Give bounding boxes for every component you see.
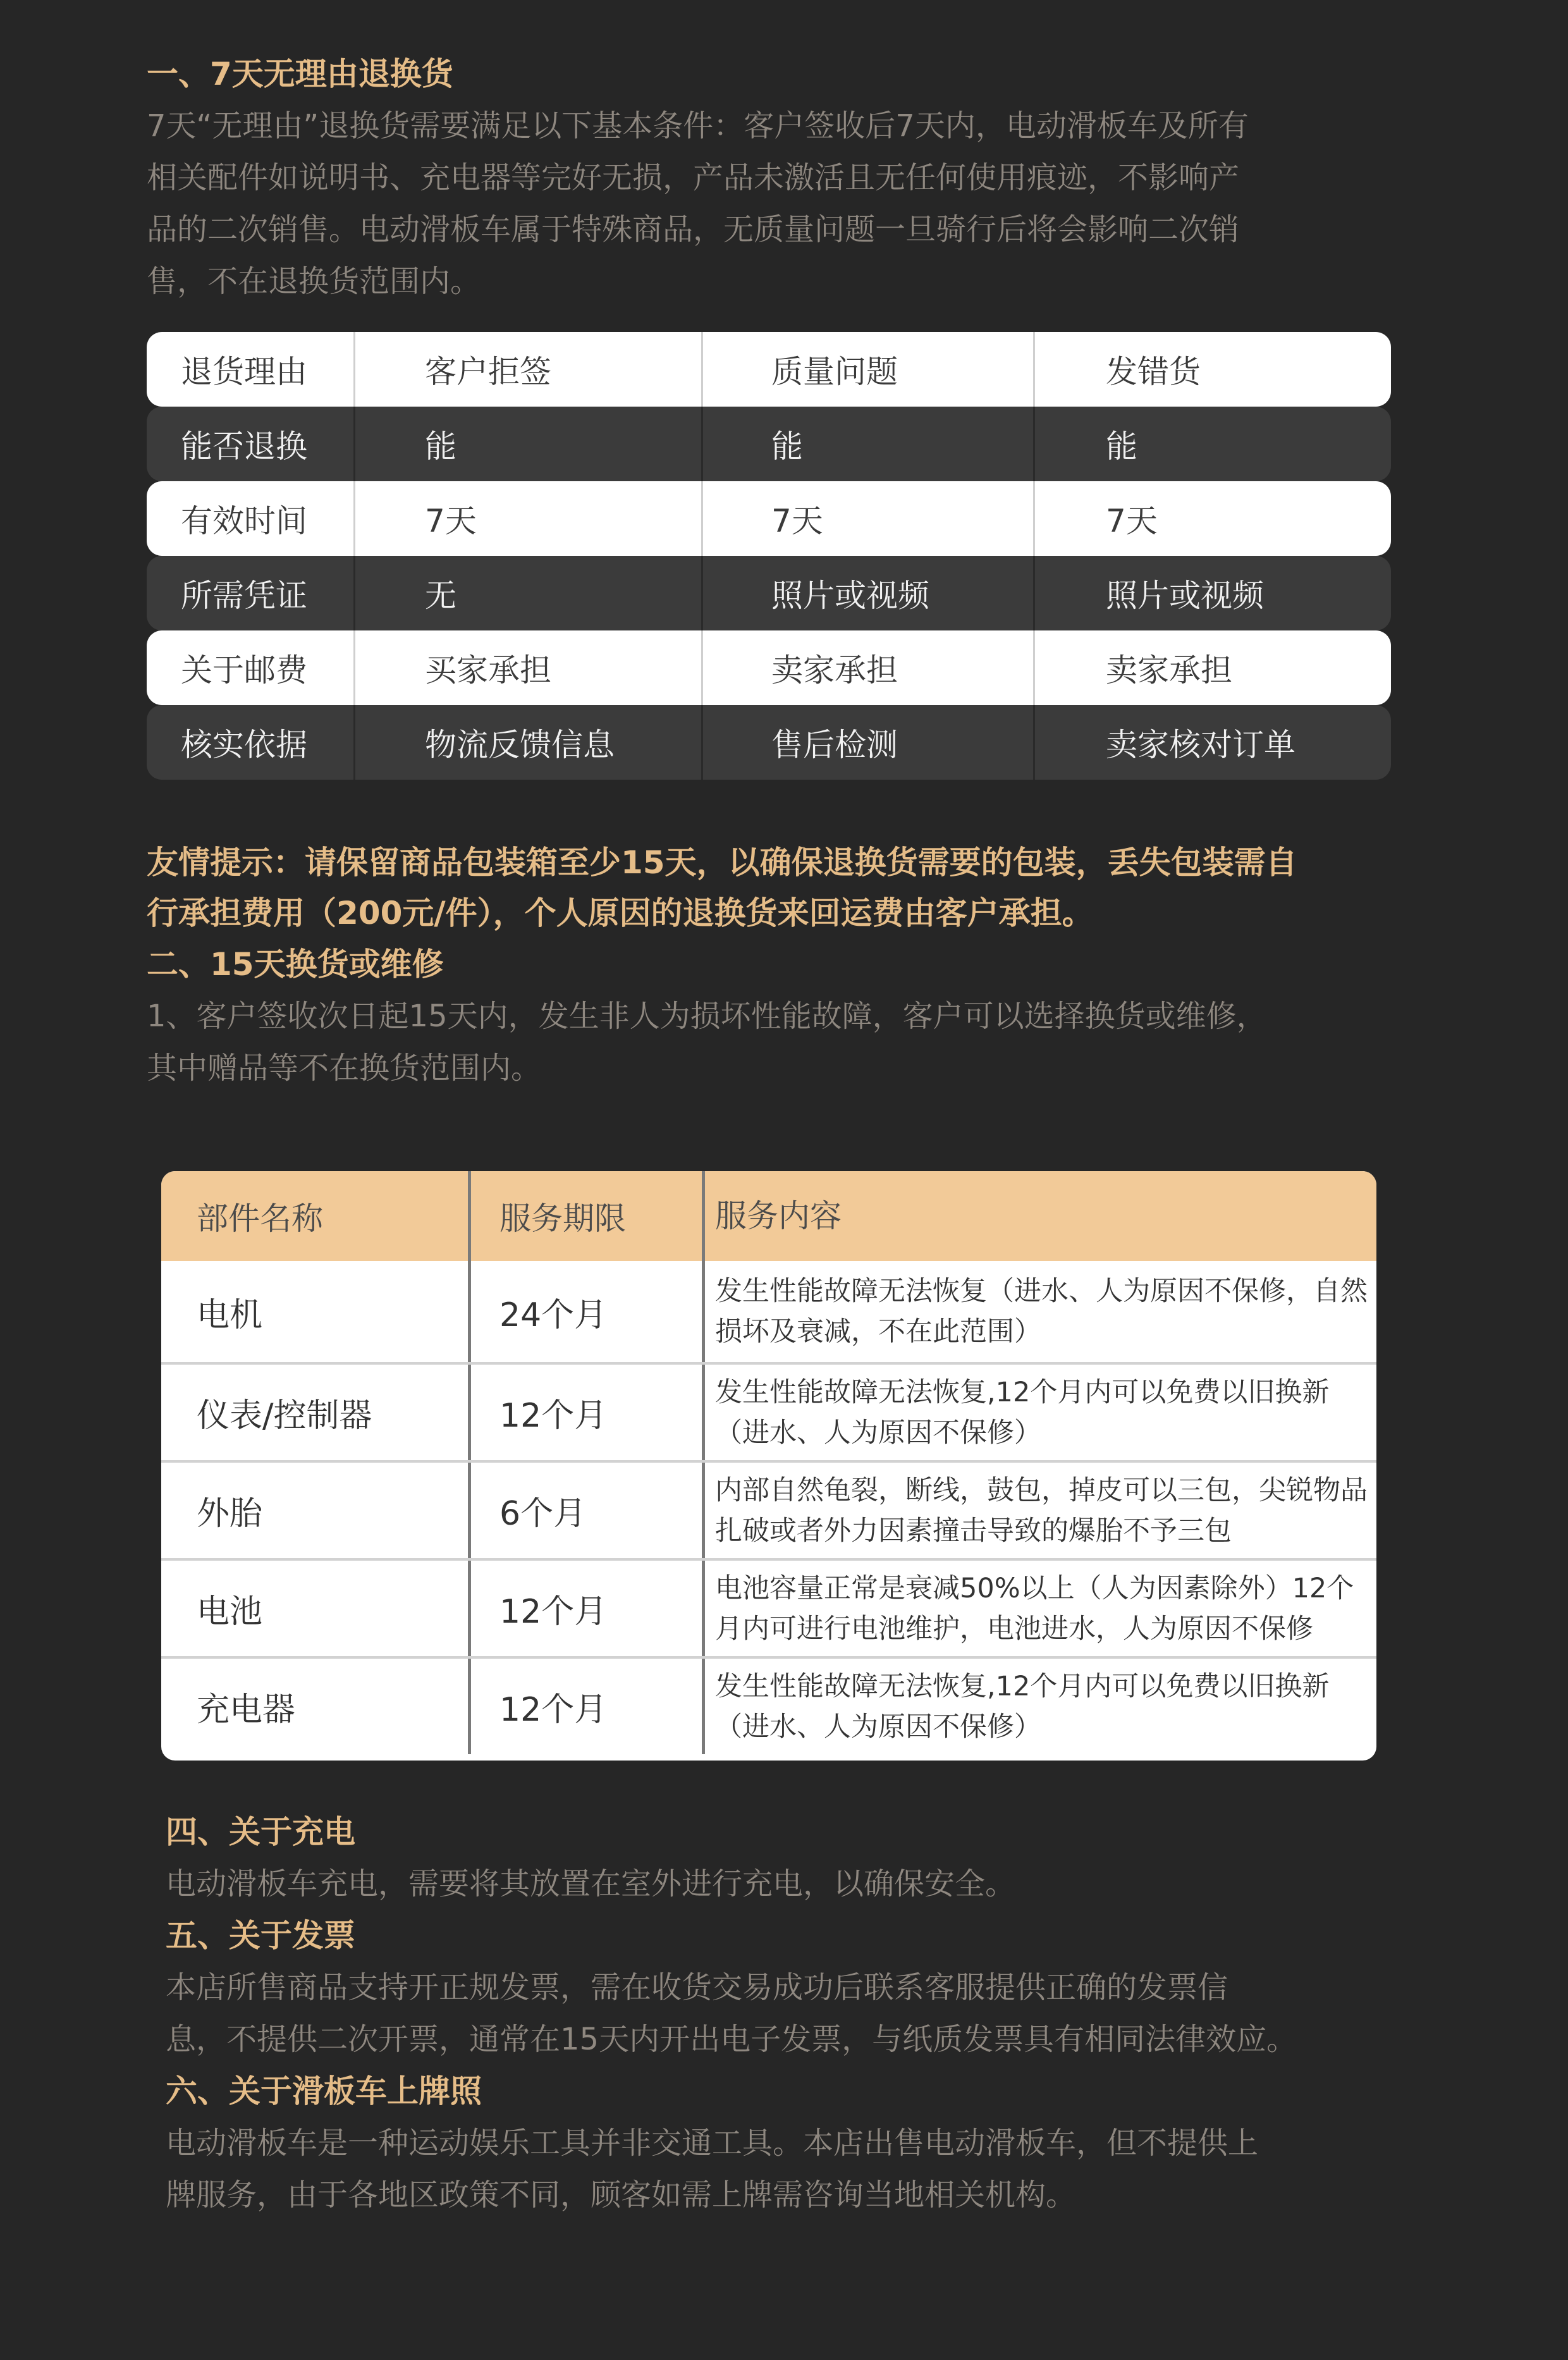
part-name: 电机: [161, 1261, 471, 1362]
service-content: [705, 1365, 1376, 1460]
return-conditions-table: [147, 332, 1391, 780]
column-header: 服务期限: [471, 1171, 705, 1261]
service-content: [705, 1261, 1376, 1362]
table-cell: 买家承担: [355, 630, 703, 705]
content-line: 发生性能故障无法恢复（进水、人为原因不保修，自然: [715, 1275, 1368, 1307]
section-return-7days-text: [147, 100, 1249, 307]
friendly-tip: [147, 837, 1297, 938]
paragraph-line: 电动滑板车是一种运动娱乐工具并非交通工具。本店出售电动滑板车，但不提供上: [166, 2125, 1259, 2161]
table-cell: 发错货: [1106, 353, 1201, 390]
section-charging-text: [166, 1858, 1015, 1910]
table-row: [147, 407, 1391, 481]
content-line: 扎破或者外力因素撞击导致的爆胎不予三包: [715, 1515, 1232, 1547]
content-line: （进水、人为原因不保修）: [715, 1417, 1041, 1449]
parts-warranty-table: [161, 1171, 1376, 1761]
section-invoice-text: [166, 1962, 1297, 2065]
paragraph-line: 其中赠品等不在换货范围内。: [147, 1050, 542, 1086]
table-row: [161, 1656, 1376, 1754]
column-header: 部件名称: [161, 1171, 471, 1261]
tip-line: 友情提示：请保留商品包装箱至少15天，以确保退换货需要的包装，丢失包装需自: [147, 844, 1297, 881]
paragraph-line: 牌服务，由于各地区政策不同，顾客如需上牌需咨询当地相关机构。: [166, 2177, 1077, 2213]
paragraph-line: 售，不在退换货范围内。: [147, 264, 481, 299]
paragraph-line: 本店所售商品支持开正规发票，需在收货交易成功后联系客服提供正确的发票信: [166, 1970, 1228, 2005]
table-cell: 无: [355, 556, 703, 630]
section-license-plate-text: [166, 2117, 1258, 2221]
table-row: [161, 1558, 1376, 1656]
table-cell: 客户拒签: [355, 332, 703, 407]
table-cell: 7天: [1106, 503, 1158, 539]
content-line: 月内可进行电池维护，电池进水，人为原因不保修: [715, 1613, 1313, 1645]
table-row: [147, 481, 1391, 556]
tip-line: 行承担费用（200元/件），个人原因的退换货来回运费由客户承担。: [147, 895, 1094, 931]
section-title-license-plate: 六、关于滑板车上牌照: [166, 2073, 482, 2110]
table-cell: 7天: [355, 481, 703, 556]
table-cell: 照片或视频: [703, 556, 1035, 630]
paragraph-line: 息，不提供二次开票，通常在15天内开出电子发票，与纸质发票具有相同法律效应。: [166, 2022, 1297, 2057]
row-header: 能否退换: [147, 407, 355, 481]
content-line: （进水、人为原因不保修）: [715, 1711, 1041, 1743]
table-cell: 照片或视频: [1106, 577, 1264, 614]
paragraph-line: 相关配件如说明书、充电器等完好无损，产品未激活且无任何使用痕迹，不影响产: [147, 160, 1240, 195]
paragraph-line: 品的二次销售。电动滑板车属于特殊商品，无质量问题一旦骑行后将会影响二次销: [147, 212, 1240, 247]
table-cell: 质量问题: [703, 332, 1035, 407]
table-cell: 卖家承担: [1106, 652, 1232, 689]
part-name: 仪表/控制器: [161, 1365, 471, 1460]
row-header: 核实依据: [147, 705, 355, 780]
column-header: 服务内容: [715, 1198, 842, 1234]
table-cell: 卖家承担: [703, 630, 1035, 705]
content-line: 发生性能故障无法恢复,12个月内可以免费以旧换新: [715, 1670, 1330, 1702]
paragraph-line: 1、客户签收次日起15天内，发生非人为损坏性能故障，客户可以选择换货或维修，: [147, 999, 1267, 1034]
row-header: 关于邮费: [147, 630, 355, 705]
table-cell: 7天: [703, 481, 1035, 556]
service-content: [705, 1463, 1376, 1558]
section-title-15day-exchange: 二、15天换货或维修: [147, 946, 444, 983]
part-name: 电池: [161, 1561, 471, 1656]
service-period: 12个月: [471, 1561, 705, 1656]
content-line: 电池容量正常是衰减50%以上（人为因素除外）12个: [715, 1572, 1354, 1604]
table-row: [147, 705, 1391, 780]
content-line: 发生性能故障无法恢复,12个月内可以免费以旧换新: [715, 1376, 1330, 1408]
paragraph-line: 7天“无理由”退换货需要满足以下基本条件：客户签收后7天内，电动滑板车及所有: [147, 108, 1249, 144]
part-name: 充电器: [161, 1659, 471, 1754]
service-period: 12个月: [471, 1365, 705, 1460]
table-cell: 能: [703, 407, 1035, 481]
table-row: [161, 1362, 1376, 1460]
content-line: 损坏及衰减，不在此范围）: [715, 1316, 1041, 1348]
service-period: 6个月: [471, 1463, 705, 1558]
table-cell: 能: [355, 407, 703, 481]
content-line: 内部自然龟裂，断线，鼓包，掉皮可以三包，尖锐物品: [715, 1474, 1368, 1506]
table-cell: 能: [1106, 428, 1137, 465]
table-cell: 卖家核对订单: [1106, 727, 1295, 763]
service-content: [705, 1659, 1376, 1754]
row-header: 所需凭证: [147, 556, 355, 630]
table-cell: 物流反馈信息: [355, 705, 703, 780]
row-header: 有效时间: [147, 481, 355, 556]
table-row: [147, 332, 1391, 407]
section-title-charging: 四、关于充电: [166, 1814, 355, 1850]
part-name: 外胎: [161, 1463, 471, 1558]
service-content: [705, 1561, 1376, 1656]
service-period: 12个月: [471, 1659, 705, 1754]
row-header: 退货理由: [147, 332, 355, 407]
table-row: [161, 1261, 1376, 1362]
table-row: [147, 556, 1391, 630]
table-cell: 售后检测: [703, 705, 1035, 780]
section-title-return-7days: 一、7天无理由退换货: [147, 56, 453, 92]
table-row: [147, 630, 1391, 705]
section-title-invoice: 五、关于发票: [166, 1917, 355, 1954]
table-header-row: [161, 1171, 1376, 1261]
table-row: [161, 1460, 1376, 1558]
service-period: 24个月: [471, 1261, 705, 1362]
section-15day-exchange-text: [147, 990, 1267, 1094]
paragraph-line: 电动滑板车充电，需要将其放置在室外进行充电，以确保安全。: [166, 1866, 1016, 1902]
